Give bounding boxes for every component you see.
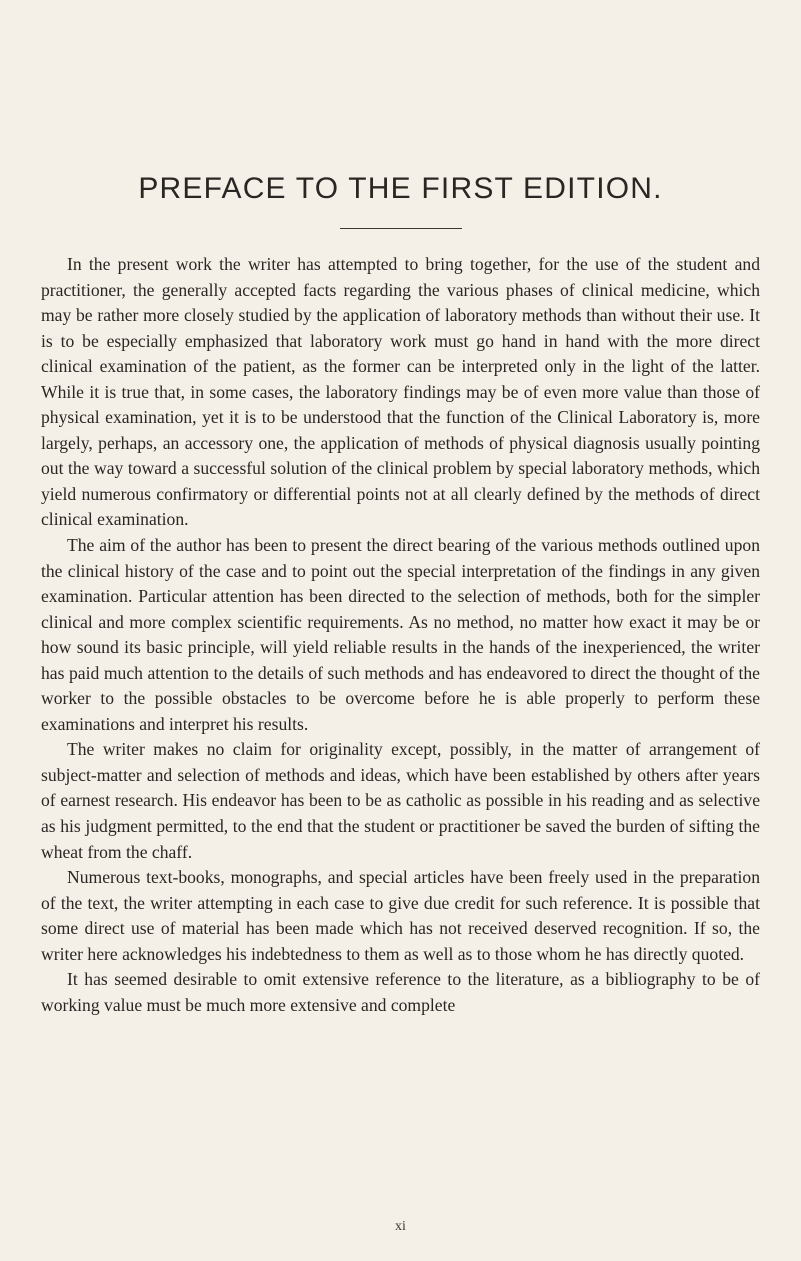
page-number: xi <box>395 1219 406 1234</box>
page-title: PREFACE TO THE FIRST EDITION. <box>138 172 663 205</box>
paragraph: It has seemed desirable to omit extensive reference to the literature, as a bibliography to be of working value must be much more extensive and complete <box>41 969 760 1015</box>
paragraph: In the present work the writer has attempted to bring together, for the use of the student and practitioner, the generally accepted facts regarding the various phases of clinical medicine, which may be rather more closely studied by the application of laboratory methods than without their use. It is to be especially emphasized that laboratory work must go hand in hand with the more direct clinical examination of the patient, as the former can be interpreted only in the light of the latter. While it is true that, in some cases, the laboratory findings may be of even more value than those of physical examination, yet it is to be understood that the function of the Clinical Laboratory is, more largely, perhaps, an accessory one, the application of methods of physical diagnosis usually pointing out the way toward a successful solution of the clinical problem by special laboratory methods, which yield numerous confirmatory or differential points not at all clearly defined by the methods of direct clinical examination. <box>41 254 760 530</box>
paragraph: The aim of the author has been to present the direct bearing of the various methods outlined upon the clinical history of the case and to point out the special interpretation of the findings in any given examination. Particular attention has been directed to the selection of methods, both for the simpler clinical and more complex scientific requirements. As no method, no matter how exact it may be or how sound its basic principle, will yield reliable results in the hands of the inexperienced, the writer has paid much attention to the details of such methods and has endeavored to direct the thought of the worker to the possible obstacles to be overcome before he is able properly to perform these examinations and interpret his results. <box>41 535 760 734</box>
preface-body <box>41 252 760 1018</box>
title-divider-rule <box>340 228 462 229</box>
paragraph: The writer makes no claim for originality except, possibly, in the matter of arrangement of subject-matter and selection of methods and ideas, which have been established by others after years of earnest research. His endeavor has been to be as catholic as possible in his reading and as selective as his judgment permitted, to the end that the student or practitioner be saved the burden of sifting the wheat from the chaff. <box>41 739 760 862</box>
paragraph: Numerous text-books, monographs, and special articles have been freely used in the preparation of the text, the writer attempting in each case to give due credit for such reference. It is possible that some direct use of material has been made which has not received deserved recognition. If so, the writer here acknowledges his indebtedness to them as well as to those whom he has directly quoted. <box>41 867 760 964</box>
